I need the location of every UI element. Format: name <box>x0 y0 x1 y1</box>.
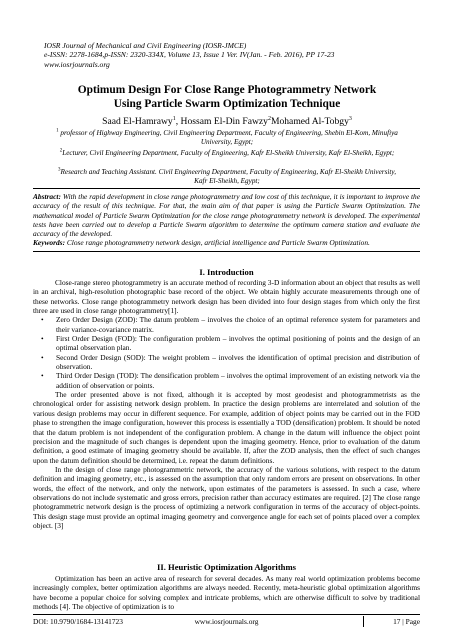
section-body <box>33 574 420 611</box>
author-name: Saad El-Hamrawy <box>102 116 173 127</box>
affiliation-superscript: 1 <box>56 128 59 134</box>
paragraph: In the design of close range photogrammetric network, the accuracy of the various solutions, with respect to the datum definition and imaging geometry, etc., is assessed on the assumption that only random errors are present on observations. In other words, the effect of the network, and only the network, upon estimates of the parameters is assessed. In such a case, where observations do not include systematic and gross errors, precision rather than accuracy estimates are required. [2] The close range photogrammetric network design is the process of optimizing a network configuration in terms of the accuracy of object-points. This design stage must provide an optimal imaging geometry and convergence angle for each set of points placed over a complex object. [3] <box>33 464 420 530</box>
abstract-block <box>33 188 420 252</box>
keywords-label: Keywords: <box>33 238 66 248</box>
footer-divider <box>363 616 364 627</box>
list-item <box>33 334 420 353</box>
footer-site[interactable]: www.iosrjournals.org <box>194 617 259 626</box>
section-heading: II. Heuristic Optimization Algorithms <box>157 562 296 572</box>
bullet-icon: • <box>41 315 44 325</box>
journal-name: IOSR Journal of Mechanical and Civil Engineering (IOSR-JMCE) <box>44 41 247 50</box>
abstract-text: With the rapid development in close range photogrammetry and low cost of this technique, it is important to improve the accuracy of the result of this technique. For that, the main aim of that paper is using the Particle Swarm Optimization. The mathematical model of Particle Swarm Optimization for the close range photogrammetry network is developed. The experimental tests have been carried out to develop a Particle Swarm algorithm to determine the optimum camera station and evaluate the accuracy of the developed. <box>33 192 420 239</box>
paragraph: Optimization has been an active area of research for several decades. As many real world optimization problems become increasingly complex, better optimization algorithms are always needed. Recently, meta-heuristic global optimization algorithms have become a popular choice for solving complex and intricate problems, which are otherwise difficult to solve by traditional methods [4]. The objective of optimization is to <box>33 574 420 612</box>
list-item-text: First Order Design (FOD): The configuration problem – involves the optimal positioning of points and the design of an optimal observation plan. <box>56 334 420 353</box>
bullet-icon: • <box>41 352 44 362</box>
author-name: Mohamed Al-Tobgy <box>270 116 349 127</box>
list-item <box>33 371 420 390</box>
author-superscript: 2 <box>267 115 271 122</box>
bullet-icon: • <box>41 334 44 344</box>
footer-doi[interactable]: DOI: 10.9790/1684-13141723 <box>33 617 123 626</box>
affiliation <box>54 168 400 185</box>
keywords-text: Close range photogrammetry network design, artificial intelligence and Particle Swarm Optimization. <box>65 238 370 248</box>
design-stage-list <box>33 315 420 390</box>
list-item <box>33 315 420 334</box>
paper-title-line2: Using Particle Swarm Optimization Technique <box>113 97 341 110</box>
affiliation <box>54 129 400 146</box>
affiliation-superscript: 3 <box>57 167 61 173</box>
abstract <box>33 192 420 238</box>
paper-title-line1: Optimum Design For Close Range Photogrammetry Network <box>77 84 377 96</box>
section-body <box>33 278 420 530</box>
affiliation <box>54 149 400 158</box>
author-name: Hossam El-Din Fawzy <box>180 116 268 127</box>
page-footer <box>33 614 420 626</box>
affiliation-text: Lecturer, Civil Engineering Department, Faculty of Engineering, Kafr El-Sheikh University, Kafr El-Sheikh, Egypt; <box>62 149 395 157</box>
paragraph: The order presented above is not fixed, although it is accepted by most geodesist and photogrammetrists as the chronological order for assisting network design problem. In practice the design problems are interrelated and solution of the various design problems may occur in different sequence. For example, addition of object points may be carried out in the FOD phase to strengthen the image configuration, however this process is essentially a TOD (densification) problem. It should be noted that the datum problem is not independent of the configuration problem. A change in the datum will influence the object point precision and the magnitude of such changes is dependent upon the imaging geometry. Hence, prior to evaluation of the datum definition, a good estimate of imaging geometry should be available. If, after the ZOD analysis, then the effect of such changes upon the datum definition should be determined, i.e. repeat the datum definitions. <box>33 390 420 465</box>
journal-url[interactable]: www.iosrjournals.org <box>44 59 110 69</box>
keywords <box>33 238 420 247</box>
list-item-text: Zero Order Design (ZOD): The datum problem – involves the choice of an optimal reference system for parameters and their variance-covariance matrix. <box>56 315 420 334</box>
paragraph: Close-range stereo photogrammetry is an accurate method of recording 3-D information about an object that results as well in an archival, high-resolution photographic base record of the object. We obtain highly accurate measurements through one of these networks. Close range photogrammetry network design has been divided into four design stages from which only the first three are used in close range photogrammetry[1]. <box>33 278 420 316</box>
abstract-label: Abstract: <box>33 192 61 201</box>
affiliation-superscript: 2 <box>59 148 63 154</box>
paper-title <box>40 84 414 111</box>
affiliation-text: Research and Teaching Assistant. Civil Engineering Department, Faculty of Engineering, Kafr El-Sheikh University, Kafr El-Sheikh, Egypt; <box>60 168 396 185</box>
author-superscript: 3 <box>348 115 352 122</box>
affiliation-text: professor of Highway Engineering, Civil Engineering Department, Faculty of Engineering, Shebin El-Kom, Minufiya University, Egypt; <box>58 129 398 146</box>
footer-page-number: 17 | Page <box>393 617 420 626</box>
journal-header <box>44 41 414 69</box>
list-item <box>33 353 420 372</box>
list-item-text: Second Order Design (SOD): The weight problem – involves the identification of optimal precision and distribution of observation. <box>56 352 420 372</box>
journal-issn: e-ISSN: 2278-1684,p-ISSN: 2320-334X, Volume 13, Issue 1 Ver. IV(Jan. - Feb. 2016), PP 17-23 <box>44 50 335 60</box>
author-superscript: 1 <box>172 115 176 122</box>
list-item-text: Third Order Design (TOD): The densification problem – involves the optimal improvement of an existing network via the addition of observation or points. <box>56 371 420 390</box>
bullet-icon: • <box>41 371 44 381</box>
authors: Saad El-Hamrawy$^1$, Hossam El-Din Fawzy$^2$Mohamed Al-Tobgy$^3$ <box>102 115 352 127</box>
section-heading: I. Introduction <box>199 267 254 277</box>
